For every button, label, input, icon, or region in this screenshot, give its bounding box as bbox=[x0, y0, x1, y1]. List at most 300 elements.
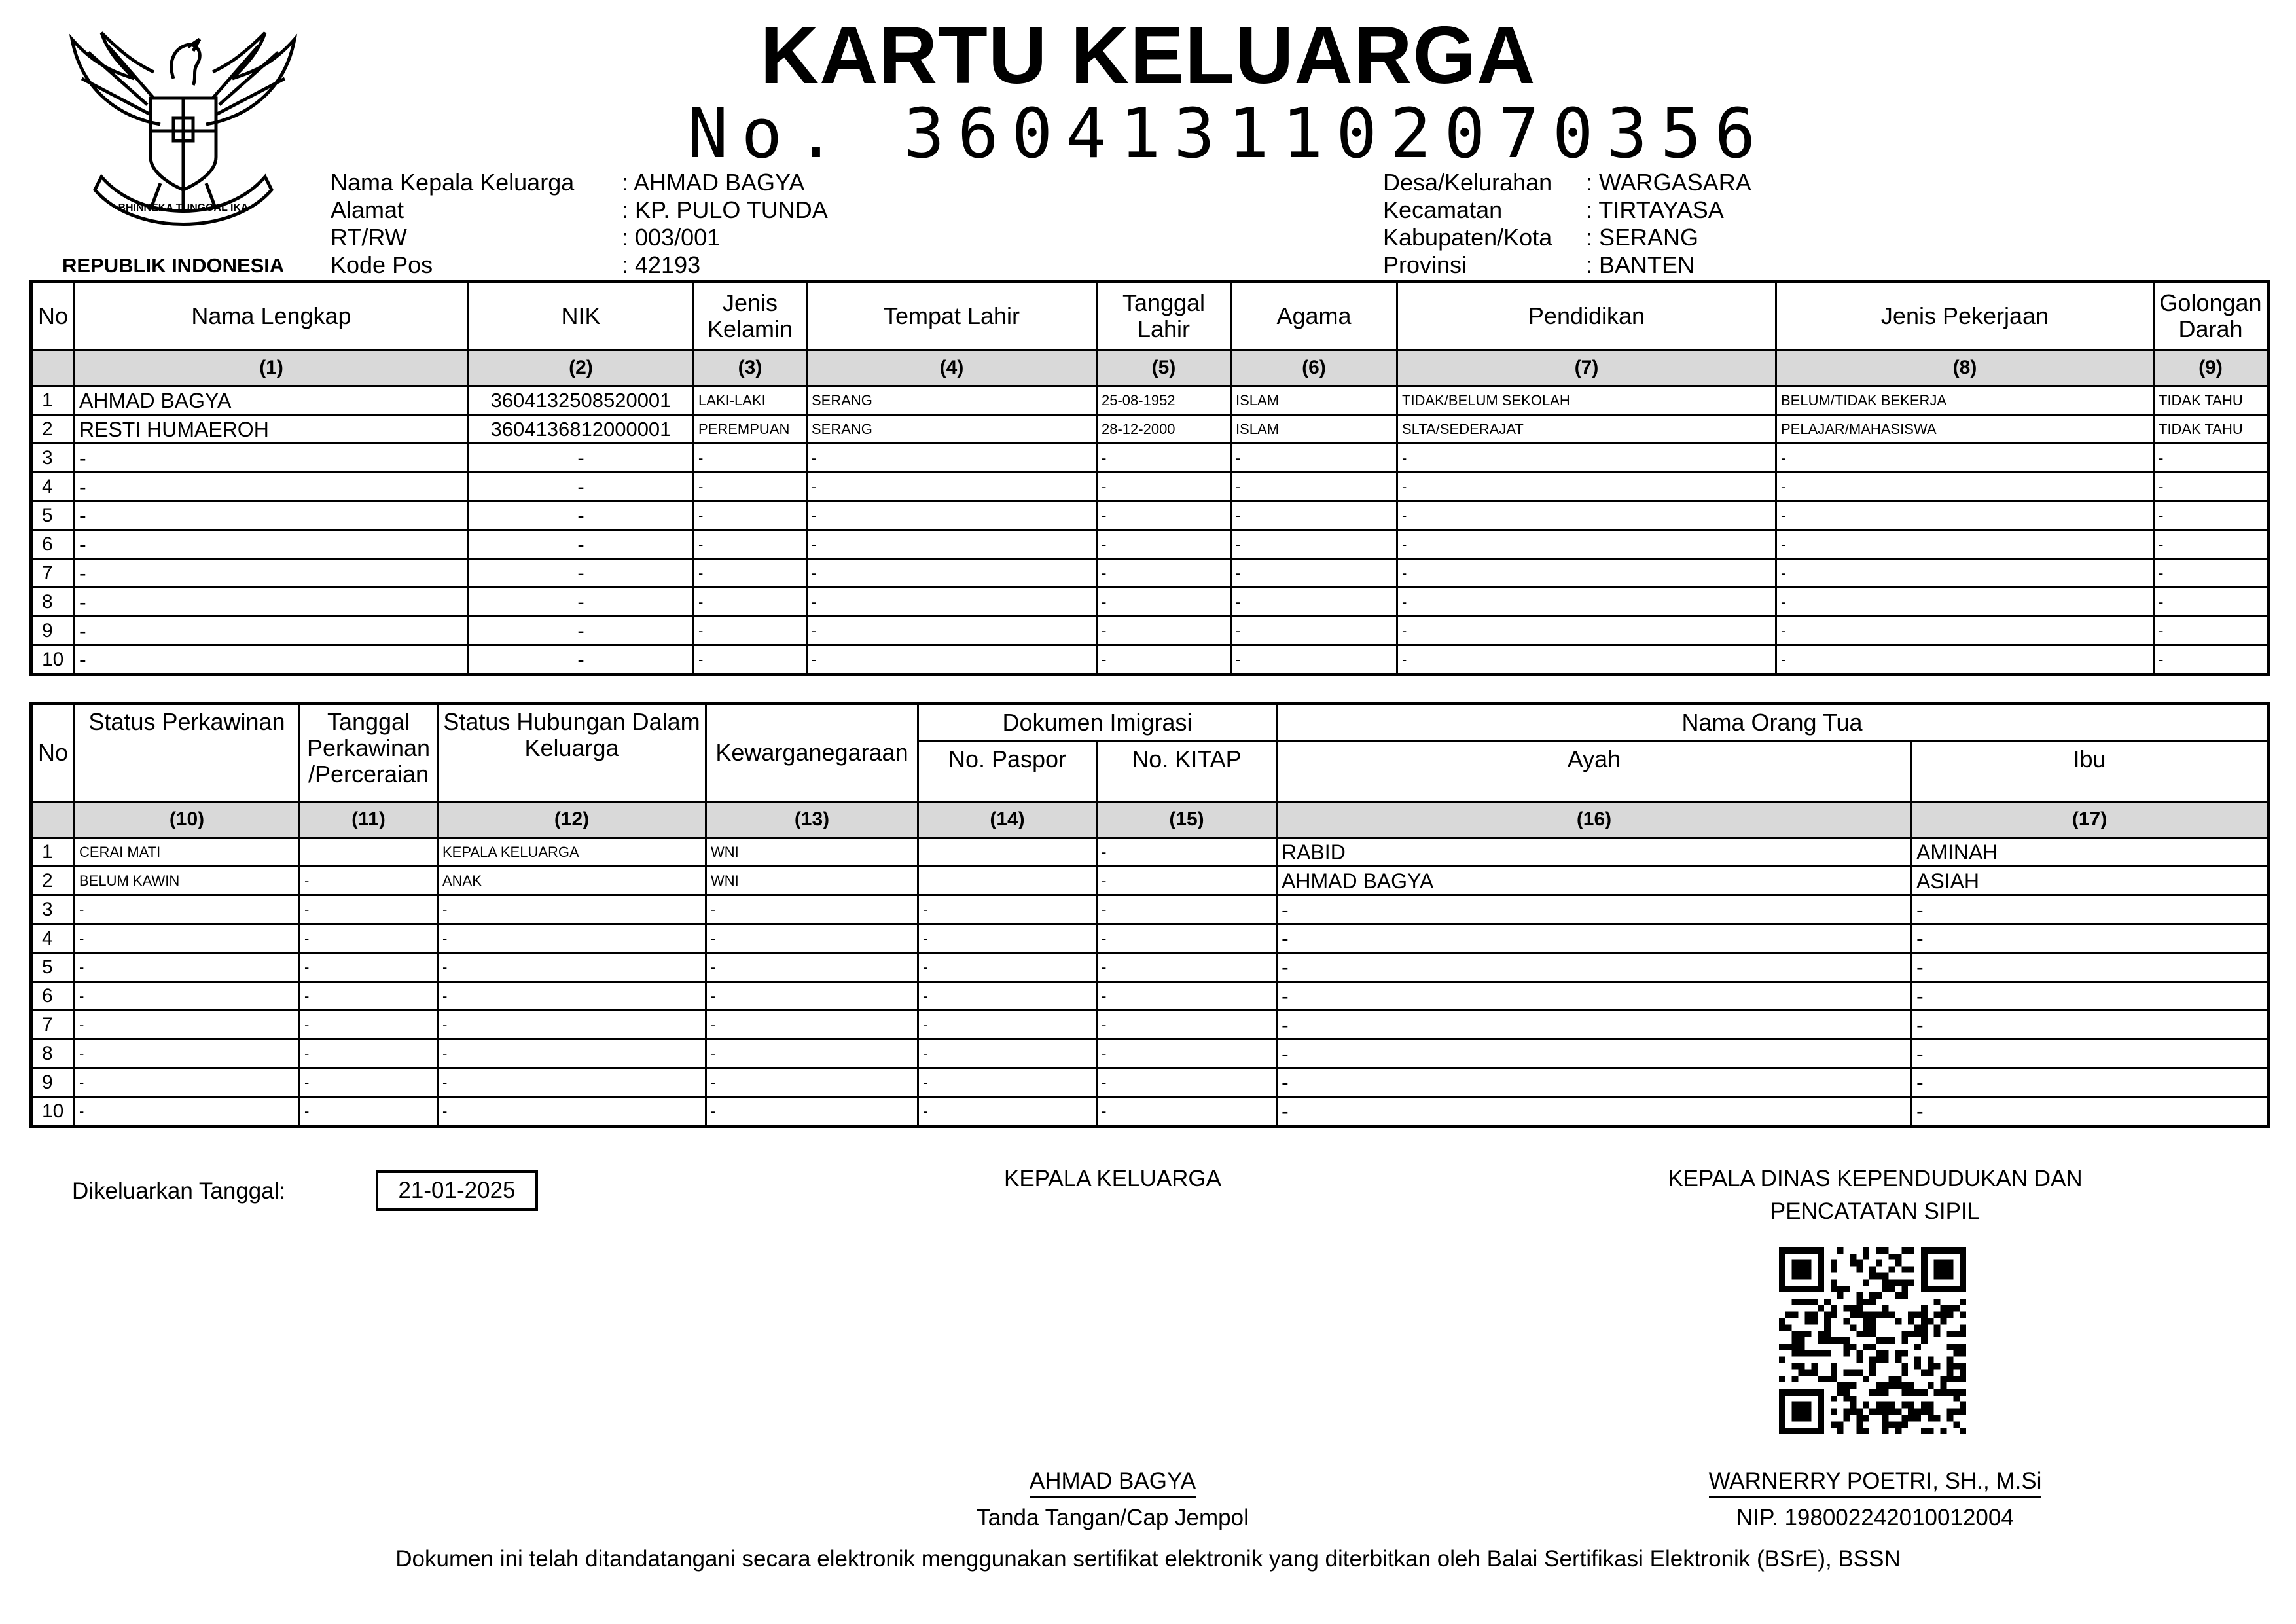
kewarganegaraan-cell: - bbox=[706, 895, 918, 924]
no-cell: 7 bbox=[31, 1011, 75, 1039]
column-number: (14) bbox=[918, 802, 1097, 838]
no-cell: 10 bbox=[31, 645, 75, 675]
info-label: Nama Kepala Keluarga bbox=[331, 169, 575, 196]
jenis-pekerjaan-cell: - bbox=[1776, 530, 2154, 559]
kewarganegaraan-cell: - bbox=[706, 953, 918, 982]
jenis-kelamin-cell: - bbox=[694, 473, 807, 501]
ayah-cell: - bbox=[1277, 953, 1912, 982]
kewarganegaraan-cell: - bbox=[706, 1011, 918, 1039]
jenis-kelamin-cell: - bbox=[694, 645, 807, 675]
nama-lengkap-cell: - bbox=[75, 617, 469, 645]
tanggal-lahir-cell: - bbox=[1097, 645, 1231, 675]
nik-cell: - bbox=[469, 501, 694, 530]
ibu-cell: - bbox=[1912, 982, 2269, 1011]
status-perkawinan-cell: - bbox=[75, 1011, 300, 1039]
tanggal-perkawinan-cell: - bbox=[300, 1039, 438, 1068]
tempat-lahir-cell: - bbox=[807, 530, 1097, 559]
ibu-cell: - bbox=[1912, 1097, 2269, 1127]
tempat-lahir-cell: SERANG bbox=[807, 386, 1097, 415]
column-number: (5) bbox=[1097, 350, 1231, 386]
kewarganegaraan-cell: WNI bbox=[706, 867, 918, 895]
no-cell: 1 bbox=[31, 838, 75, 867]
tanggal-perkawinan-cell: - bbox=[300, 867, 438, 895]
kewarganegaraan-cell: - bbox=[706, 1068, 918, 1097]
nama-lengkap-cell: - bbox=[75, 444, 469, 473]
table-row bbox=[31, 838, 2269, 867]
jenis-pekerjaan-cell: PELAJAR/MAHASISWA bbox=[1776, 415, 2154, 444]
ayah-cell: - bbox=[1277, 1097, 1912, 1127]
status-hubungan-cell: - bbox=[438, 982, 706, 1011]
jenis-kelamin-cell: - bbox=[694, 588, 807, 617]
table-row bbox=[31, 645, 2269, 675]
nama-lengkap-cell: - bbox=[75, 588, 469, 617]
no-kitap-cell: - bbox=[1097, 867, 1277, 895]
no-paspor-cell: - bbox=[918, 1097, 1097, 1127]
no-kitap-cell: - bbox=[1097, 1039, 1277, 1068]
golongan-darah-cell: - bbox=[2154, 559, 2269, 588]
golongan-darah-cell: - bbox=[2154, 588, 2269, 617]
jenis-kelamin-cell: - bbox=[694, 617, 807, 645]
tanggal-lahir-cell: - bbox=[1097, 588, 1231, 617]
tanggal-lahir-cell: - bbox=[1097, 444, 1231, 473]
table-row bbox=[31, 444, 2269, 473]
status-hubungan-cell: - bbox=[438, 895, 706, 924]
pendidikan-cell: SLTA/SEDERAJAT bbox=[1397, 415, 1776, 444]
no-kitap-cell: - bbox=[1097, 953, 1277, 982]
jenis-kelamin-cell: - bbox=[694, 530, 807, 559]
info-value: : TIRTAYASA bbox=[1586, 196, 1724, 223]
jenis-pekerjaan-cell: - bbox=[1776, 588, 2154, 617]
table-row bbox=[31, 415, 2269, 444]
agama-cell: ISLAM bbox=[1231, 386, 1397, 415]
head-signature-title: KEPALA KELUARGA bbox=[1003, 1166, 1221, 1191]
no-cell: 5 bbox=[31, 953, 75, 982]
golongan-darah-cell: TIDAK TAHU bbox=[2154, 386, 2269, 415]
tanggal-perkawinan-cell bbox=[300, 838, 438, 867]
jenis-pekerjaan-cell: - bbox=[1776, 559, 2154, 588]
ibu-cell: ASIAH bbox=[1912, 867, 2269, 895]
agama-cell: - bbox=[1231, 444, 1397, 473]
table-row bbox=[31, 559, 2269, 588]
header-kewarganegaraan: Kewarganegaraan bbox=[706, 704, 918, 802]
table-header-row-1 bbox=[31, 704, 2269, 742]
head-signature-name: AHMAD BAGYA bbox=[1030, 1468, 1196, 1498]
ibu-cell: - bbox=[1912, 1039, 2269, 1068]
no-paspor-cell: - bbox=[918, 982, 1097, 1011]
table-row bbox=[31, 953, 2269, 982]
status-perkawinan-cell: - bbox=[75, 1097, 300, 1127]
family-members-table bbox=[29, 280, 2270, 676]
tanggal-perkawinan-cell: - bbox=[300, 1097, 438, 1127]
golongan-darah-cell: - bbox=[2154, 501, 2269, 530]
no-kitap-cell: - bbox=[1097, 982, 1277, 1011]
status-perkawinan-cell: - bbox=[75, 1068, 300, 1097]
header-no: No bbox=[31, 704, 75, 802]
nama-lengkap-cell: RESTI HUMAEROH bbox=[75, 415, 469, 444]
no-cell: 8 bbox=[31, 1039, 75, 1068]
ayah-cell: RABID bbox=[1277, 838, 1912, 867]
jenis-pekerjaan-cell: - bbox=[1776, 501, 2154, 530]
status-hubungan-cell: ANAK bbox=[438, 867, 706, 895]
no-kitap-cell: - bbox=[1097, 1068, 1277, 1097]
pendidikan-cell: - bbox=[1397, 588, 1776, 617]
header-tempat-lahir: Tempat Lahir bbox=[807, 282, 1097, 350]
no-paspor-cell: - bbox=[918, 924, 1097, 953]
jenis-kelamin-cell: - bbox=[694, 559, 807, 588]
info-row-kecamatan bbox=[1383, 196, 1751, 224]
jenis-pekerjaan-cell: - bbox=[1776, 617, 2154, 645]
column-number: (9) bbox=[2154, 350, 2269, 386]
tanggal-perkawinan-cell: - bbox=[300, 1011, 438, 1039]
column-number: (3) bbox=[694, 350, 807, 386]
nama-lengkap-cell: - bbox=[75, 473, 469, 501]
info-label: Kecamatan bbox=[1383, 196, 1503, 223]
ibu-cell: AMINAH bbox=[1912, 838, 2269, 867]
tanggal-lahir-cell: - bbox=[1097, 473, 1231, 501]
table-row bbox=[31, 588, 2269, 617]
kewarganegaraan-cell: - bbox=[706, 982, 918, 1011]
header-no-kitap: No. KITAP bbox=[1097, 742, 1277, 802]
official-name-block bbox=[1597, 1466, 2153, 1496]
no-kitap-cell: - bbox=[1097, 1097, 1277, 1127]
info-label: RT/RW bbox=[331, 224, 407, 251]
no-kitap-cell: - bbox=[1097, 895, 1277, 924]
pendidikan-cell: - bbox=[1397, 559, 1776, 588]
agama-cell: - bbox=[1231, 473, 1397, 501]
no-paspor-cell: - bbox=[918, 1068, 1097, 1097]
kewarganegaraan-cell: WNI bbox=[706, 838, 918, 867]
no-cell: 4 bbox=[31, 473, 75, 501]
no-cell: 3 bbox=[31, 444, 75, 473]
issued-label: Dikeluarkan Tanggal: bbox=[72, 1178, 286, 1204]
header-golongan-darah: Golongan Darah bbox=[2154, 282, 2269, 350]
tanggal-lahir-cell: - bbox=[1097, 559, 1231, 588]
info-label: Kode Pos bbox=[331, 251, 433, 278]
official-name: WARNERRY POETRI, SH., M.Si bbox=[1709, 1468, 2042, 1498]
agama-cell: - bbox=[1231, 588, 1397, 617]
no-paspor-cell: - bbox=[918, 1011, 1097, 1039]
no-cell: 1 bbox=[31, 386, 75, 415]
table-row bbox=[31, 1011, 2269, 1039]
agama-cell: - bbox=[1231, 501, 1397, 530]
ayah-cell: - bbox=[1277, 924, 1912, 953]
tanggal-perkawinan-cell: - bbox=[300, 953, 438, 982]
golongan-darah-cell: - bbox=[2154, 530, 2269, 559]
table-row bbox=[31, 617, 2269, 645]
info-value: : WARGASARA bbox=[1586, 169, 1751, 196]
tanggal-perkawinan-cell: - bbox=[300, 924, 438, 953]
table-row bbox=[31, 386, 2269, 415]
status-hubungan-cell: - bbox=[438, 1068, 706, 1097]
no-cell: 7 bbox=[31, 559, 75, 588]
tanggal-lahir-cell: - bbox=[1097, 530, 1231, 559]
ibu-cell: - bbox=[1912, 895, 2269, 924]
footer-note: Dokumen ini telah ditandatangani secara elektronik menggunakan sertifikat elektronik yang diterbitkan oleh Balai Sertifikasi Elektronik (BSrE), BSSN bbox=[395, 1546, 1901, 1572]
table-row bbox=[31, 895, 2269, 924]
garuda-emblem-icon bbox=[62, 26, 304, 236]
agama-cell: ISLAM bbox=[1231, 415, 1397, 444]
tempat-lahir-cell: - bbox=[807, 473, 1097, 501]
header-tanggal-lahir: Tanggal Lahir bbox=[1097, 282, 1231, 350]
status-perkawinan-cell: CERAI MATI bbox=[75, 838, 300, 867]
tempat-lahir-cell: - bbox=[807, 444, 1097, 473]
nama-lengkap-cell: - bbox=[75, 559, 469, 588]
agama-cell: - bbox=[1231, 530, 1397, 559]
no-paspor-cell: - bbox=[918, 953, 1097, 982]
header-nama-orang-tua: Nama Orang Tua bbox=[1277, 704, 2269, 742]
tempat-lahir-cell: - bbox=[807, 559, 1097, 588]
pendidikan-cell: TIDAK/BELUM SEKOLAH bbox=[1397, 386, 1776, 415]
status-hubungan-cell: - bbox=[438, 1011, 706, 1039]
info-value: : KP. PULO TUNDA bbox=[622, 196, 828, 223]
nik-cell: - bbox=[469, 588, 694, 617]
info-label: Alamat bbox=[331, 196, 404, 223]
info-row-alamat bbox=[331, 196, 828, 224]
country-label: REPUBLIK INDONESIA bbox=[62, 254, 285, 277]
tempat-lahir-cell: - bbox=[807, 645, 1097, 675]
ayah-cell: - bbox=[1277, 1011, 1912, 1039]
status-hubungan-cell: - bbox=[438, 924, 706, 953]
family-status-table bbox=[29, 702, 2270, 1128]
ibu-cell: - bbox=[1912, 1068, 2269, 1097]
table-row bbox=[31, 1068, 2269, 1097]
tanggal-lahir-cell: 28-12-2000 bbox=[1097, 415, 1231, 444]
info-label: Provinsi bbox=[1383, 251, 1467, 278]
official-nip: NIP. 198002242010012004 bbox=[1736, 1505, 2014, 1530]
jenis-kelamin-cell: PEREMPUAN bbox=[694, 415, 807, 444]
golongan-darah-cell: TIDAK TAHU bbox=[2154, 415, 2269, 444]
info-row-rtrw bbox=[331, 224, 828, 251]
status-perkawinan-cell: - bbox=[75, 924, 300, 953]
status-hubungan-cell: - bbox=[438, 1097, 706, 1127]
jenis-kelamin-cell: - bbox=[694, 501, 807, 530]
tanggal-lahir-cell: 25-08-1952 bbox=[1097, 386, 1231, 415]
no-kitap-cell: - bbox=[1097, 1011, 1277, 1039]
nik-cell: - bbox=[469, 444, 694, 473]
tanggal-perkawinan-cell: - bbox=[300, 1068, 438, 1097]
column-number: (1) bbox=[75, 350, 469, 386]
header-left-info bbox=[331, 169, 828, 279]
kewarganegaraan-cell: - bbox=[706, 1097, 918, 1127]
nama-lengkap-cell: - bbox=[75, 645, 469, 675]
info-row-kabupaten bbox=[1383, 224, 1751, 251]
table-row bbox=[31, 1039, 2269, 1068]
tanggal-lahir-cell: - bbox=[1097, 501, 1231, 530]
jenis-kelamin-cell: LAKI-LAKI bbox=[694, 386, 807, 415]
column-number bbox=[31, 802, 75, 838]
no-kitap-cell: - bbox=[1097, 924, 1277, 953]
table-header-row bbox=[31, 282, 2269, 350]
tempat-lahir-cell: SERANG bbox=[807, 415, 1097, 444]
info-value: : 003/001 bbox=[622, 224, 721, 251]
header-tanggal-perkawinan: Tanggal Perkawinan /Perceraian bbox=[300, 704, 438, 802]
ayah-cell: AHMAD BAGYA bbox=[1277, 867, 1912, 895]
tempat-lahir-cell: - bbox=[807, 501, 1097, 530]
info-row-kode-pos bbox=[331, 251, 828, 279]
column-number-row bbox=[31, 802, 2269, 838]
nama-lengkap-cell: AHMAD BAGYA bbox=[75, 386, 469, 415]
tanggal-perkawinan-cell: - bbox=[300, 895, 438, 924]
header-status-hubungan: Status Hubungan Dalam Keluarga bbox=[438, 704, 706, 802]
status-perkawinan-cell: - bbox=[75, 982, 300, 1011]
no-paspor-cell bbox=[918, 867, 1097, 895]
tanggal-lahir-cell: - bbox=[1097, 617, 1231, 645]
header-no: No bbox=[31, 282, 75, 350]
jenis-pekerjaan-cell: - bbox=[1776, 645, 2154, 675]
info-row-provinsi bbox=[1383, 251, 1751, 279]
status-perkawinan-cell: - bbox=[75, 895, 300, 924]
info-row-desa bbox=[1383, 169, 1751, 196]
issued-date: 21-01-2025 bbox=[376, 1170, 538, 1211]
document-title: KARTU KELUARGA bbox=[760, 10, 1536, 101]
pendidikan-cell: - bbox=[1397, 444, 1776, 473]
nik-cell: - bbox=[469, 530, 694, 559]
column-number: (10) bbox=[75, 802, 300, 838]
info-label: Kabupaten/Kota bbox=[1383, 224, 1552, 251]
column-number: (2) bbox=[469, 350, 694, 386]
pendidikan-cell: - bbox=[1397, 501, 1776, 530]
header-pendidikan: Pendidikan bbox=[1397, 282, 1776, 350]
status-perkawinan-cell: BELUM KAWIN bbox=[75, 867, 300, 895]
header-agama: Agama bbox=[1231, 282, 1397, 350]
agama-cell: - bbox=[1231, 617, 1397, 645]
column-number: (13) bbox=[706, 802, 918, 838]
head-signature-caption: Tanda Tangan/Cap Jempol bbox=[977, 1505, 1249, 1530]
no-cell: 9 bbox=[31, 617, 75, 645]
official-title-line1: KEPALA DINAS KEPENDUDUKAN DAN bbox=[1668, 1166, 2083, 1191]
header-jenis-pekerjaan: Jenis Pekerjaan bbox=[1776, 282, 2154, 350]
no-kitap-cell: - bbox=[1097, 838, 1277, 867]
nik-cell: 3604132508520001 bbox=[469, 386, 694, 415]
info-value: : SERANG bbox=[1586, 224, 1699, 251]
info-value: : BANTEN bbox=[1586, 251, 1695, 278]
no-cell: 4 bbox=[31, 924, 75, 953]
no-cell: 2 bbox=[31, 867, 75, 895]
table-row bbox=[31, 924, 2269, 953]
ayah-cell: - bbox=[1277, 1068, 1912, 1097]
table-row bbox=[31, 982, 2269, 1011]
table-row bbox=[31, 473, 2269, 501]
column-number: (7) bbox=[1397, 350, 1776, 386]
pendidikan-cell: - bbox=[1397, 530, 1776, 559]
status-hubungan-cell: - bbox=[438, 953, 706, 982]
golongan-darah-cell: - bbox=[2154, 645, 2269, 675]
no-paspor-cell bbox=[918, 838, 1097, 867]
qr-code-icon bbox=[1779, 1247, 1966, 1434]
header-no-paspor: No. Paspor bbox=[918, 742, 1097, 802]
header-ayah: Ayah bbox=[1277, 742, 1912, 802]
no-cell: 8 bbox=[31, 588, 75, 617]
column-number-row bbox=[31, 350, 2269, 386]
ayah-cell: - bbox=[1277, 982, 1912, 1011]
no-cell: 2 bbox=[31, 415, 75, 444]
tempat-lahir-cell: - bbox=[807, 617, 1097, 645]
no-paspor-cell: - bbox=[918, 895, 1097, 924]
header-nik: NIK bbox=[469, 282, 694, 350]
table-row bbox=[31, 867, 2269, 895]
info-value: : 42193 bbox=[622, 251, 701, 278]
jenis-pekerjaan-cell: BELUM/TIDAK BEKERJA bbox=[1776, 386, 2154, 415]
table-row bbox=[31, 530, 2269, 559]
no-cell: 9 bbox=[31, 1068, 75, 1097]
header-jenis-kelamin: Jenis Kelamin bbox=[694, 282, 807, 350]
ayah-cell: - bbox=[1277, 895, 1912, 924]
column-number: (16) bbox=[1277, 802, 1912, 838]
column-number: (17) bbox=[1912, 802, 2269, 838]
kewarganegaraan-cell: - bbox=[706, 924, 918, 953]
golongan-darah-cell: - bbox=[2154, 473, 2269, 501]
table-row bbox=[31, 501, 2269, 530]
document-number: No. 3604131102070356 bbox=[687, 94, 1769, 173]
nik-cell: 3604136812000001 bbox=[469, 415, 694, 444]
pendidikan-cell: - bbox=[1397, 473, 1776, 501]
ayah-cell: - bbox=[1277, 1039, 1912, 1068]
golongan-darah-cell: - bbox=[2154, 617, 2269, 645]
no-cell: 6 bbox=[31, 530, 75, 559]
agama-cell: - bbox=[1231, 645, 1397, 675]
ibu-cell: - bbox=[1912, 953, 2269, 982]
no-cell: 5 bbox=[31, 501, 75, 530]
status-perkawinan-cell: - bbox=[75, 953, 300, 982]
kewarganegaraan-cell: - bbox=[706, 1039, 918, 1068]
column-number: (12) bbox=[438, 802, 706, 838]
no-cell: 3 bbox=[31, 895, 75, 924]
emblem-motto: BHINNEKA TUNGGAL IKA bbox=[118, 202, 249, 213]
nama-lengkap-cell: - bbox=[75, 501, 469, 530]
no-cell: 10 bbox=[31, 1097, 75, 1127]
column-number: (6) bbox=[1231, 350, 1397, 386]
jenis-pekerjaan-cell: - bbox=[1776, 444, 2154, 473]
header-dokumen-imigrasi: Dokumen Imigrasi bbox=[918, 704, 1277, 742]
golongan-darah-cell: - bbox=[2154, 444, 2269, 473]
head-signature-name-block bbox=[916, 1466, 1309, 1496]
nik-cell: - bbox=[469, 559, 694, 588]
no-paspor-cell: - bbox=[918, 1039, 1097, 1068]
ibu-cell: - bbox=[1912, 1011, 2269, 1039]
ibu-cell: - bbox=[1912, 924, 2269, 953]
status-hubungan-cell: KEPALA KELUARGA bbox=[438, 838, 706, 867]
column-number bbox=[31, 350, 75, 386]
nama-lengkap-cell: - bbox=[75, 530, 469, 559]
status-perkawinan-cell: - bbox=[75, 1039, 300, 1068]
column-number: (4) bbox=[807, 350, 1097, 386]
nik-cell: - bbox=[469, 645, 694, 675]
header-right-info bbox=[1383, 169, 1751, 279]
info-row-nama-kepala bbox=[331, 169, 828, 196]
pendidikan-cell: - bbox=[1397, 645, 1776, 675]
tempat-lahir-cell: - bbox=[807, 588, 1097, 617]
column-number: (8) bbox=[1776, 350, 2154, 386]
column-number: (15) bbox=[1097, 802, 1277, 838]
info-value: : AHMAD BAGYA bbox=[622, 169, 805, 196]
agama-cell: - bbox=[1231, 559, 1397, 588]
header-status-perkawinan: Status Perkawinan bbox=[75, 704, 300, 802]
header-nama-lengkap: Nama Lengkap bbox=[75, 282, 469, 350]
column-number: (11) bbox=[300, 802, 438, 838]
info-label: Desa/Kelurahan bbox=[1383, 169, 1552, 196]
official-title-line2: PENCATATAN SIPIL bbox=[1770, 1199, 1981, 1224]
pendidikan-cell: - bbox=[1397, 617, 1776, 645]
no-cell: 6 bbox=[31, 982, 75, 1011]
jenis-pekerjaan-cell: - bbox=[1776, 473, 2154, 501]
nik-cell: - bbox=[469, 617, 694, 645]
tanggal-perkawinan-cell: - bbox=[300, 982, 438, 1011]
table-row bbox=[31, 1097, 2269, 1127]
header-ibu: Ibu bbox=[1912, 742, 2269, 802]
status-hubungan-cell: - bbox=[438, 1039, 706, 1068]
jenis-kelamin-cell: - bbox=[694, 444, 807, 473]
nik-cell: - bbox=[469, 473, 694, 501]
